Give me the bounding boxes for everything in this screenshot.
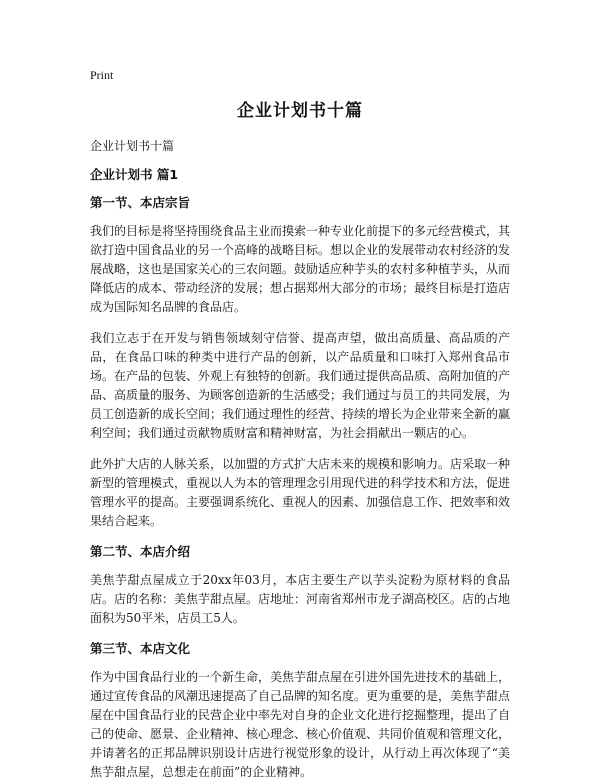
paragraph: 此外扩大店的人脉关系，以加盟的方式扩大店未来的规模和影响力。店采取一种新型的管理模式，重视以人为本的管理理念引用现代进的科学技术和方法，促进管理水平的提高。主要强调系统化、重视人的因素、加强信息工作、把效率和效果结合起来。 [90, 457, 511, 528]
document-subtitle: 企业计划书十篇 [90, 139, 175, 153]
paragraph: 美焦芋甜点屋成立于20xx年03月，本店主要生产以芋头淀粉为原材料的食品店。店的名称：美焦芋甜点屋。店地址：河南省郑州市龙子湖高校区。店的占地面积为50平米，店员工5人。 [90, 573, 511, 625]
paragraph: 作为中国食品行业的一个新生命，美焦芋甜点屋在引进外国先进技术的基础上，通过宣传食品的风潮迅速提高了自己品牌的知名度。更为重要的是，美焦芋甜点屋在中国食品行业的民营企业中率先对自身的企业文化进行挖掘整理，提出了自己的使命、愿景、企业精神、核心理念、核心价值观、共同价值观和管理文化，并请著名的正邦品牌识别设计店进行视觉形象的设计，从行动上再次体现了“美焦芋甜点屋，总想走在前面”的企业精神。 [90, 670, 511, 779]
print-label: Print [90, 68, 114, 82]
section-heading: 第一节、本店宗旨 [90, 195, 191, 210]
paragraph: 我们立志于在开发与销售领域刻守信誉、提高声望，做出高质量、高品质的产品，在食品口味的种类中进行产品的创新，以产品质量和口味打入郑州食品市场。在产品的包装、外观上有独特的创新。我们通过提供高品质、高附加值的产品、高质量的服务、为顾客创造新的生活感受；我们通过与员工的共同发展，为员工创造新的成长空间；我们通过理性的经营、持续的增长为企业带来全新的赢利空间；我们通过贡献物质财富和精神财富，为社会捐献出一颗店的心。 [90, 331, 511, 440]
page-title: 企业计划书十篇 [237, 101, 363, 121]
section-1 [90, 194, 510, 531]
section-3 [90, 640, 510, 782]
part-title: 企业计划书 篇1 [90, 167, 179, 182]
section-2 [90, 543, 510, 628]
paragraph: 我们的目标是将坚持围绕食品主业而摸索一种专业化前提下的多元经营模式，其欲打造中国食品业的另一个高峰的战略目标。想以企业的发展带动农村经济的发展战略，这也是国家关心的三农问题。鼓励适应种芋头的农村多种植芋头，从而降低店的成本、带动经济的发展；想占据郑州大部分的市场；最终目标是打造店成为国际知名品牌的食品店。 [90, 224, 511, 314]
section-heading: 第二节、本店介绍 [90, 544, 191, 559]
section-heading: 第三节、本店文化 [90, 641, 191, 656]
